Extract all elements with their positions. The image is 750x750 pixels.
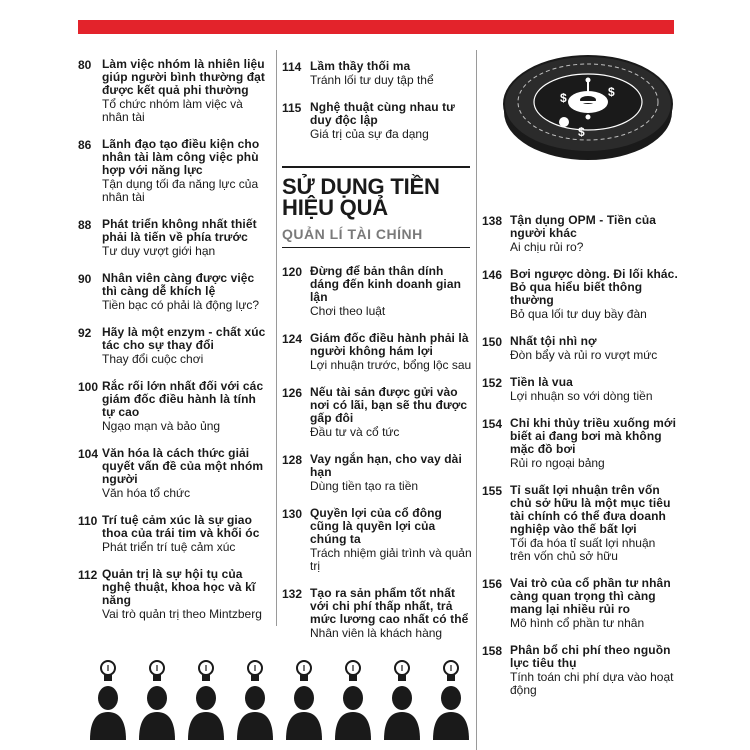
column-divider-right [476, 50, 477, 750]
entry-subtitle: Tính toán chi phí dựa vào hoạt động [510, 670, 674, 697]
section-heading [282, 166, 470, 248]
page-number: 124 [282, 332, 303, 346]
entry-subtitle: Tận dụng tối đa năng lực của nhân tài [102, 177, 259, 204]
page-number: 154 [482, 417, 503, 431]
entry-subtitle: Đầu tư và cổ tức [310, 425, 400, 439]
person-lightbulb-icon [184, 660, 228, 740]
entry-subtitle: Tối đa hóa tỉ suất lợi nhuận trên vốn chủ sở hữu [510, 536, 656, 563]
page-number: 146 [482, 268, 503, 282]
entry-subtitle: Phát triển trí tuệ cảm xúc [102, 540, 236, 554]
toc-entry[interactable] [482, 484, 678, 563]
page-number: 156 [482, 577, 503, 591]
contents-column-1 [78, 58, 268, 635]
section-rule-top [282, 166, 470, 168]
toc-entry[interactable] [78, 218, 268, 258]
page-number: 92 [78, 326, 92, 340]
entry-title: Lầm thầy thối ma [310, 59, 411, 73]
entry-subtitle: Bỏ qua lối tư duy bầy đàn [510, 307, 647, 321]
entry-subtitle: Dùng tiền tạo ra tiền [310, 479, 419, 493]
entry-subtitle: Vai trò quản trị theo Mintzberg [102, 607, 262, 621]
page-number: 100 [78, 380, 99, 394]
entry-title: Rắc rối lớn nhất đối với các giám đốc điều hành là tính tự cao [102, 379, 264, 419]
entry-title: Vay ngắn hạn, cho vay dài hạn [310, 452, 462, 479]
roulette-wheel-icon [502, 50, 674, 162]
page-number: 150 [482, 335, 503, 349]
toc-entry[interactable] [282, 265, 472, 318]
toc-entry[interactable] [482, 417, 678, 470]
toc-entry[interactable] [78, 138, 268, 204]
entry-subtitle: Chơi theo luật [310, 304, 386, 318]
entry-subtitle: Đòn bẩy và rủi ro vượt mức [510, 348, 658, 362]
entry-subtitle: Rủi ro ngoại bảng [510, 456, 605, 470]
toc-entry[interactable] [282, 60, 472, 87]
entry-subtitle: Thay đổi cuộc chơi [102, 352, 204, 366]
page-number: 158 [482, 644, 503, 658]
entry-subtitle: Tư duy vượt giới hạn [102, 244, 216, 258]
entry-subtitle: Lợi nhuận trước, bổng lộc sau [310, 358, 472, 372]
page-number: 138 [482, 214, 503, 228]
entry-subtitle: Giá trị của sự đa dạng [310, 127, 429, 141]
entry-subtitle: Tổ chức nhóm làm việc và nhân tài [102, 97, 243, 124]
entry-title: Tạo ra sản phẩm tốt nhất với chi phí thấp nhất, trả mức lương cao nhất có thể [310, 586, 469, 626]
entry-subtitle: Nhân viên là khách hàng [310, 626, 443, 640]
entry-subtitle: Lợi nhuận so với dòng tiền [510, 389, 653, 403]
entry-subtitle: Trách nhiệm giải trình và quản trị [310, 546, 472, 573]
toc-entry[interactable] [78, 447, 268, 500]
toc-entry[interactable] [282, 453, 472, 493]
toc-entry[interactable] [78, 380, 268, 433]
entry-title: Quyền lợi của cổ đông cũng là quyền lợi của chúng ta [310, 506, 442, 546]
svg-text:$: $ [608, 85, 615, 99]
page-number: 115 [282, 101, 302, 115]
entry-title: Trí tuệ cảm xúc là sự giao thoa của trái tim và khối óc [102, 513, 260, 540]
toc-entry[interactable] [482, 214, 678, 254]
toc-entry[interactable] [482, 644, 678, 697]
toc-entry[interactable] [282, 587, 472, 640]
person-lightbulb-icon [282, 660, 326, 740]
contents-column-2-top [282, 60, 472, 155]
toc-entry[interactable] [78, 272, 268, 312]
entry-title: Phân bổ chi phí theo nguồn lực tiêu thụ [510, 643, 671, 670]
page-number: 130 [282, 507, 303, 521]
section-title: SỬ DỤNG TIỀN HIỆU QUẢ [282, 174, 440, 220]
toc-entry[interactable] [482, 577, 678, 630]
svg-text:$: $ [560, 91, 567, 105]
svg-text:$: $ [578, 125, 585, 139]
entry-title: Bơi ngược dòng. Đi lối khác. Bỏ qua hiểu biết thông thường [510, 267, 678, 307]
entry-title: Nếu tài sản được gửi vào nơi có lãi, bạn sẽ thu được gấp đôi [310, 385, 468, 425]
page-number: 86 [78, 138, 92, 152]
entry-subtitle: Văn hóa tổ chức [102, 486, 191, 500]
entry-subtitle: Mô hình cổ phần tư nhân [510, 616, 645, 630]
contents-column-2 [282, 265, 472, 654]
section-subtitle: QUẢN LÍ TÀI CHÍNH [282, 226, 423, 242]
entry-subtitle: Ai chịu rủi ro? [510, 240, 584, 254]
entry-subtitle: Tiền bạc có phải là động lực? [102, 298, 260, 312]
page-number: 132 [282, 587, 303, 601]
contents-column-3 [482, 214, 678, 711]
entry-title: Chỉ khi thủy triều xuống mới biết ai đang bơi mà không mặc đồ bơi [510, 416, 677, 456]
toc-entry[interactable] [282, 101, 472, 141]
page-number: 110 [78, 514, 98, 528]
page-number: 88 [78, 218, 92, 232]
page-number: 104 [78, 447, 99, 461]
toc-entry[interactable] [282, 507, 472, 573]
page-number: 80 [78, 58, 92, 72]
section-rule-bottom [282, 247, 470, 248]
entry-title: Nhất tội nhì nợ [510, 334, 597, 348]
toc-entry[interactable] [482, 268, 678, 321]
toc-entry[interactable] [78, 326, 268, 366]
entry-title: Giám đốc điều hành phải là người không hám lợi [310, 331, 469, 358]
toc-entry[interactable] [78, 514, 268, 554]
page-number: 128 [282, 453, 303, 467]
entry-subtitle: Ngạo mạn và bảo ủng [102, 419, 221, 433]
entry-title: Văn hóa là cách thức giải quyết vấn đề của một nhóm người [102, 446, 264, 486]
page-number: 112 [78, 568, 98, 582]
person-lightbulb-icon [380, 660, 424, 740]
person-lightbulb-icon [331, 660, 375, 740]
page-number: 120 [282, 265, 303, 279]
top-accent-bar [78, 20, 674, 34]
entry-title: Lãnh đạo tạo điều kiện cho nhân tài làm công việc phù hợp với năng lực [102, 137, 260, 177]
page-number: 90 [78, 272, 92, 286]
toc-entry[interactable] [282, 386, 472, 439]
entry-title: Tiền là vua [510, 375, 573, 389]
entry-title: Hãy là một enzym - chất xúc tác cho sự thay đổi [102, 325, 266, 352]
person-lightbulb-icon [429, 660, 473, 740]
entry-title: Quản trị là sự hội tụ của nghệ thuật, khoa học và kĩ năng [102, 567, 256, 607]
entry-subtitle: Tránh lối tư duy tập thể [310, 73, 434, 87]
entry-title: Vai trò của cổ phần tư nhân càng quan trọng thì càng mang lại nhiều rủi ro [510, 576, 671, 616]
entry-title: Nhân viên càng được việc thì càng dễ khích lệ [102, 271, 255, 298]
person-lightbulb-icon [135, 660, 179, 740]
person-lightbulb-icon [233, 660, 277, 740]
entry-title: Tận dụng OPM - Tiền của người khác [510, 213, 657, 240]
entry-title: Tỉ suất lợi nhuận trên vốn chủ sở hữu là một mục tiêu tài chính có thể đưa doanh nghiệp vào thế bất lợi [510, 483, 671, 536]
entry-title: Nghệ thuật cùng nhau tư duy độc lập [310, 100, 455, 127]
page-number: 126 [282, 386, 303, 400]
people-lightbulb-illustration [86, 660, 478, 740]
entry-title: Làm việc nhóm là nhiên liệu giúp người bình thường đạt được kết quả phi thường [102, 57, 266, 97]
toc-entry[interactable] [482, 376, 678, 403]
entry-title: Phát triển không nhất thiết phải là tiến về phía trước [102, 217, 257, 244]
person-lightbulb-icon [86, 660, 130, 740]
toc-entry[interactable] [482, 335, 678, 362]
entry-title: Đừng để bản thân dính dáng đến kinh doanh gian lận [310, 264, 462, 304]
toc-entry[interactable] [282, 332, 472, 372]
page-number: 114 [282, 60, 302, 74]
page-number: 155 [482, 484, 503, 498]
toc-entry[interactable] [78, 568, 268, 621]
toc-entry[interactable] [78, 58, 268, 124]
column-divider-left [276, 50, 277, 626]
page-number: 152 [482, 376, 503, 390]
